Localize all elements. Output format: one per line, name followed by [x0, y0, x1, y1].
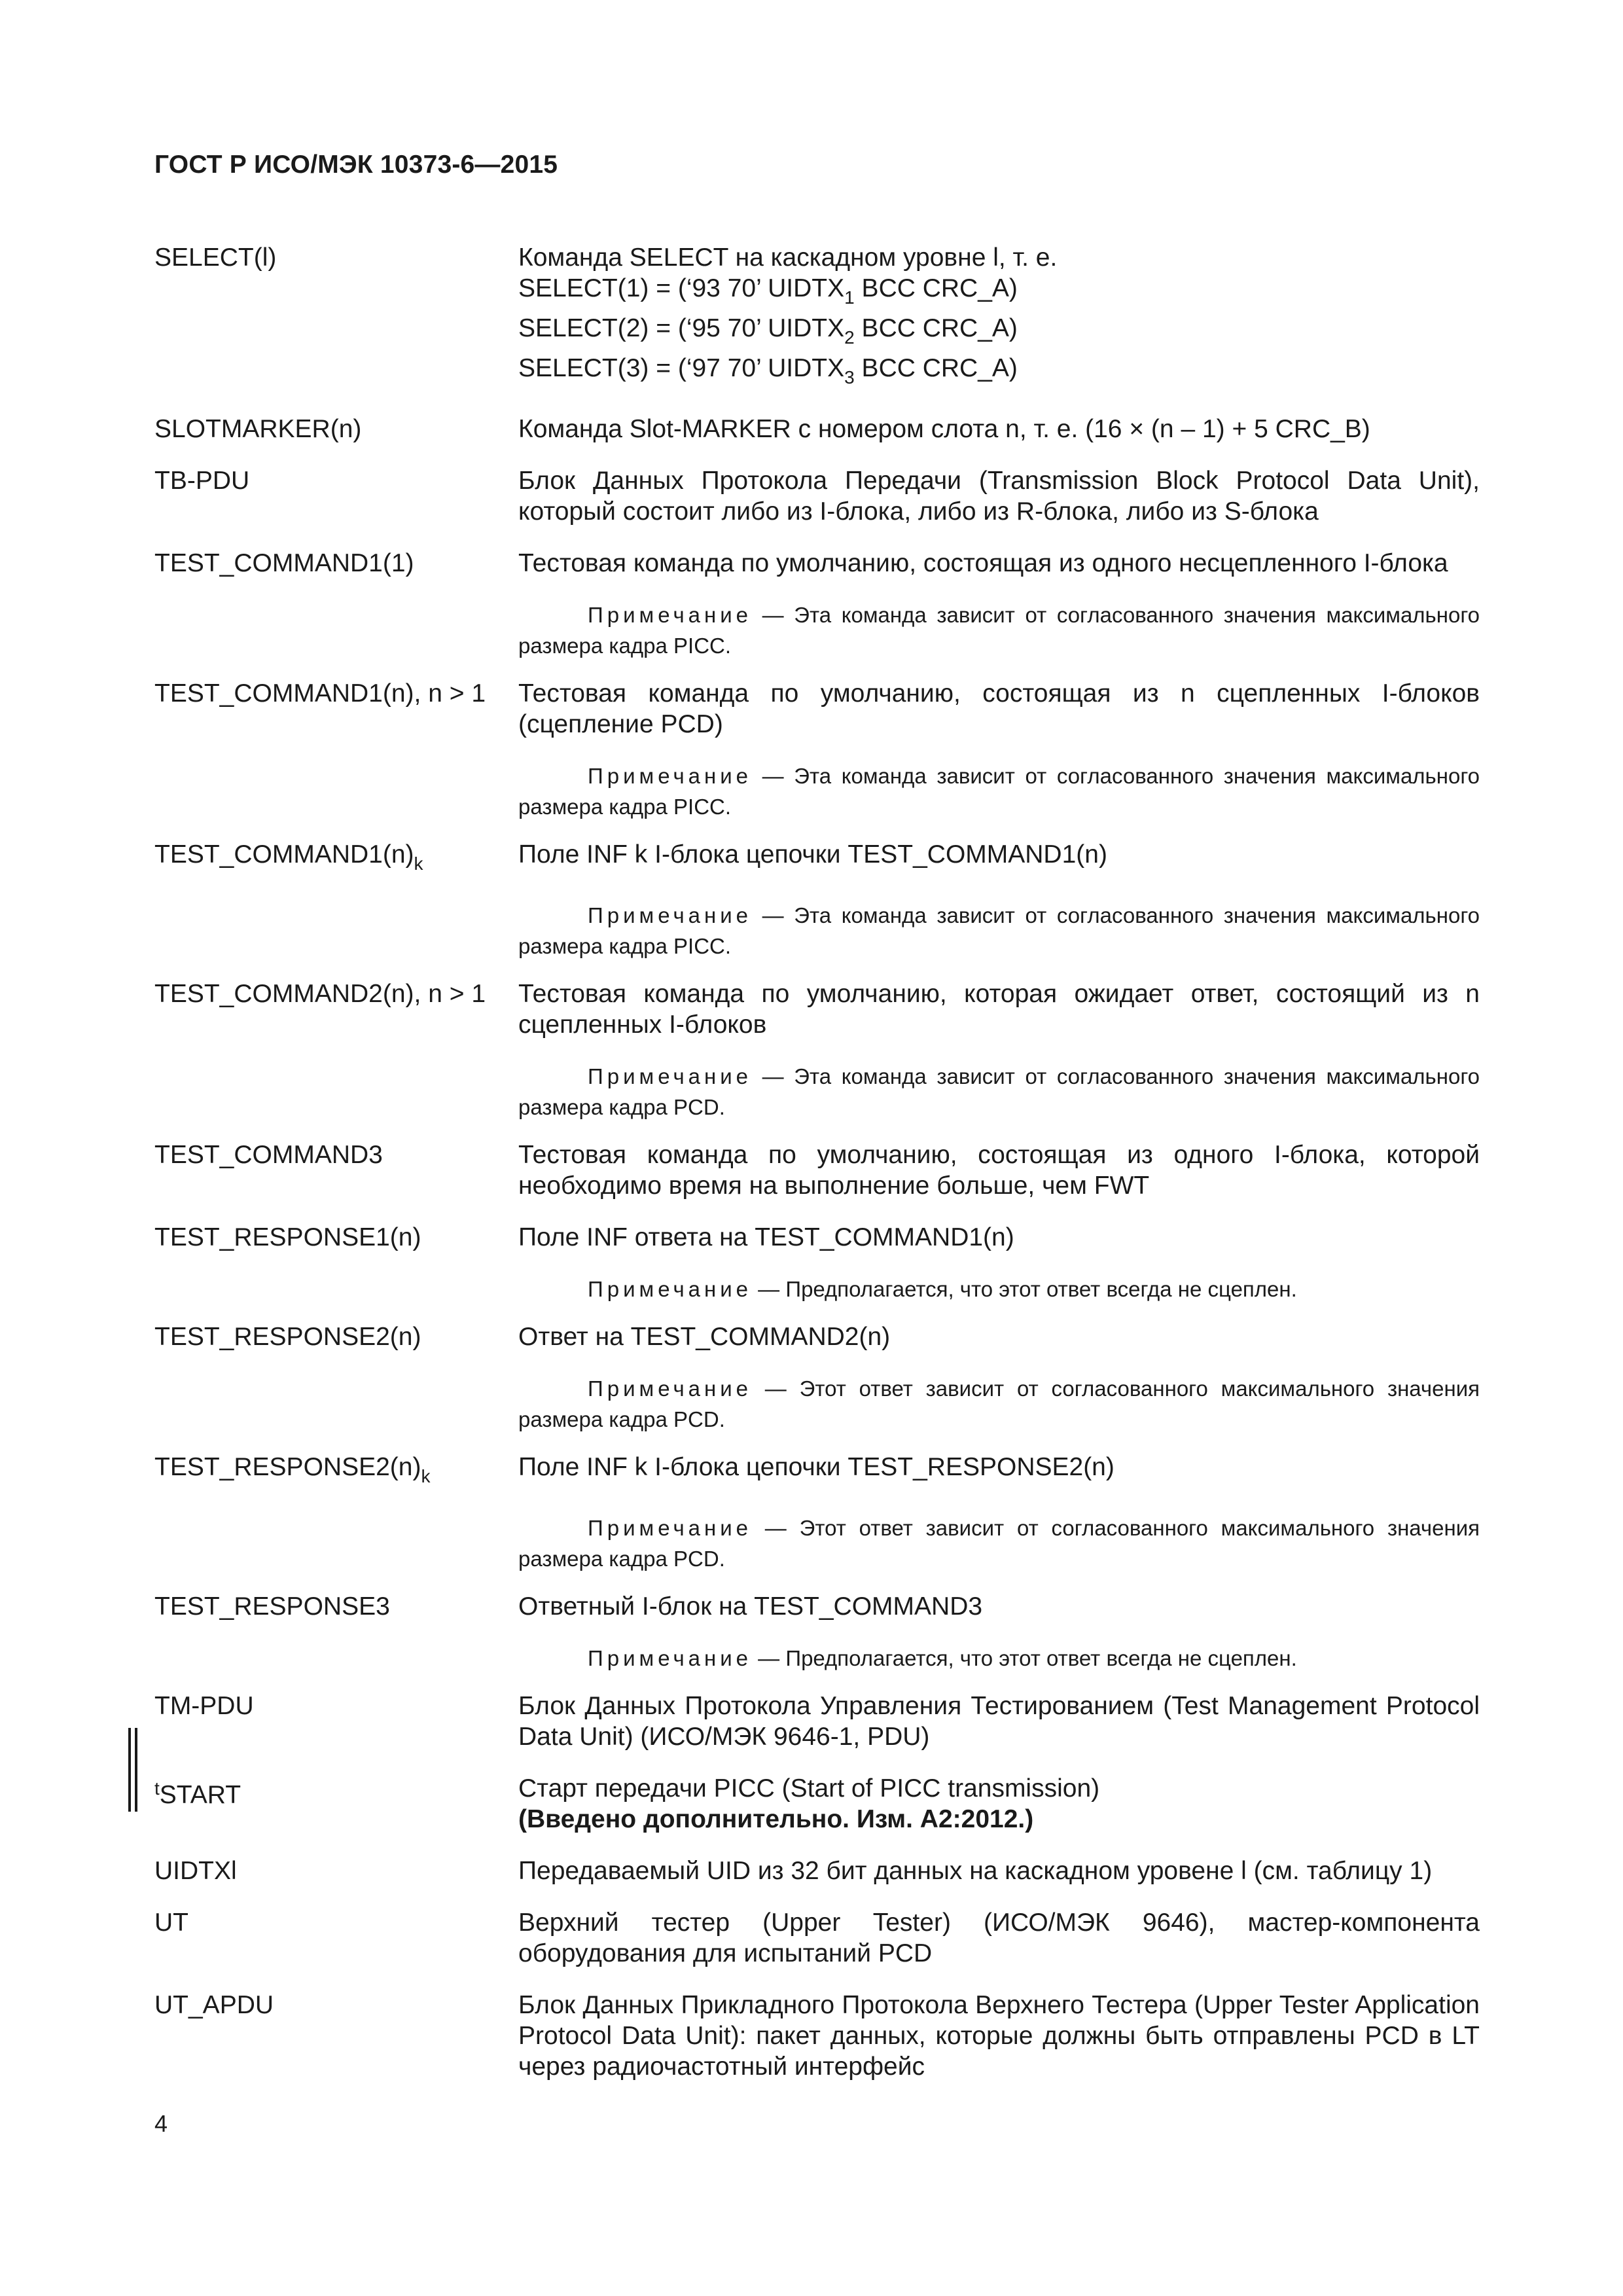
definition-test-response2-n	[154, 1321, 1480, 1352]
description: Тестовая команда по умолчанию, состоящая из n сцепленных I-блоков (сцепление PCD)	[518, 679, 1480, 738]
description: Блок Данных Прикладного Протокола Верхнего Тестера (Upper Tester Application Protocol Data Unit): пакет данных, которые должны быть отправлены PCD в LT через радиочастотный интерфейс	[518, 1991, 1480, 2081]
description: Тестовая команда по умолчанию, состоящая из одного I-блока, которой необходимо время на выполнение больше, чем FWT	[518, 1141, 1480, 1200]
note	[518, 1274, 1480, 1304]
term: UT	[154, 1909, 188, 1937]
note-text: — Эта команда зависит от согласованного значения максимального размера кадра PICC.	[518, 764, 1480, 819]
term: TEST_COMMAND1(n), n > 1	[154, 679, 486, 708]
description: Верхний тестер (Upper Tester) (ИСО/МЭК 9646), мастер-компонента оборудования для испытаний PCD	[518, 1909, 1480, 1967]
formula-line: SELECT(2) = (‘95 70’ $UIDTX_2$ BCC CRC_A)	[518, 314, 1018, 348]
definition-test-command1-n	[154, 678, 1480, 740]
note-text: — Предполагается, что этот ответ всегда не сцеплен.	[752, 1646, 1297, 1670]
term: TB-PDU	[154, 467, 250, 495]
description	[518, 242, 1480, 393]
description: Блок Данных Протокола Передачи (Transmission Block Protocol Data Unit), который состоит либо из I-блока, либо из R-блока, либо из S-блока	[518, 467, 1480, 526]
description: Тестовая команда по умолчанию, которая ожидает ответ, состоящий из n сцепленных I-блоков	[518, 980, 1480, 1039]
term: TEST_COMMAND2(n), n > 1	[154, 980, 486, 1008]
term: $^t$START	[154, 1778, 241, 1809]
description: Поле INF k I-блока цепочки TEST_RESPONSE2(n)	[518, 1453, 1115, 1481]
definition-ut-apdu	[154, 1990, 1480, 2082]
description: Тестовая команда по умолчанию, состоящая из одного несцепленного I-блока	[518, 549, 1448, 577]
description: Поле INF k I-блока цепочки TEST_COMMAND1(n)	[518, 840, 1107, 869]
note	[518, 1513, 1480, 1574]
note-text: — Эта команда зависит от согласованного значения максимального размера кадра PICC.	[518, 603, 1480, 658]
note-label: Примечание	[588, 903, 753, 927]
amendment-note: (Введено дополнительно. Изм. А2:2012.)	[518, 1805, 1034, 1833]
note-text: — Этот ответ зависит от согласованного максимального значения размера кадра PCD.	[518, 1516, 1480, 1571]
note-label: Примечание	[588, 1646, 753, 1670]
term: UT_APDU	[154, 1991, 274, 2019]
definition-test-response1-n	[154, 1222, 1480, 1253]
term: SLOTMARKER(n)	[154, 415, 362, 443]
note	[518, 761, 1480, 822]
definition-test-command1-nk	[154, 839, 1480, 879]
note-text: — Эта команда зависит от согласованного значения максимального размера кадра PCD.	[518, 1064, 1480, 1119]
description-line: Старт передачи PICC (Start of PICC transmission)	[518, 1774, 1100, 1803]
amendment-bar	[135, 1728, 137, 1812]
definition-select	[154, 242, 1480, 393]
definition-uidtxl	[154, 1856, 1480, 1886]
definition-test-command2-n	[154, 978, 1480, 1040]
definition-tm-pdu	[154, 1691, 1480, 1752]
note-label: Примечание	[588, 1516, 753, 1540]
term: TEST_RESPONSE2(n)	[154, 1323, 421, 1351]
description: Ответ на TEST_COMMAND2(n)	[518, 1323, 891, 1351]
definition-ut	[154, 1907, 1480, 1969]
term: $TEST\_COMMAND1(n)_k$	[154, 840, 423, 874]
definition-test-command1-1	[154, 548, 1480, 579]
definition-slotmarker	[154, 414, 1480, 444]
note	[518, 600, 1480, 661]
description: Команда Slot-MARKER с номером слота n, т. е. (16 × (n – 1) + 5 CRC_B)	[518, 415, 1370, 443]
note	[518, 1373, 1480, 1435]
definition-test-response2-nk	[154, 1452, 1480, 1492]
note-label: Примечание	[588, 1376, 753, 1401]
amendment-bar	[128, 1728, 131, 1812]
note-label: Примечание	[588, 764, 753, 788]
document-header: ГОСТ Р ИСО/МЭК 10373-6—2015	[154, 151, 558, 179]
description: Поле INF ответа на TEST_COMMAND1(n)	[518, 1223, 1014, 1251]
definition-tstart	[154, 1773, 1480, 1835]
description-line: Команда SELECT на каскадном уровне l, т. е.	[518, 243, 1058, 272]
note	[518, 1061, 1480, 1122]
note-label: Примечание	[588, 1064, 753, 1088]
term: TEST_COMMAND3	[154, 1141, 383, 1169]
formula-line: SELECT(3) = (‘97 70’ $UIDTX_3$ BCC CRC_A)	[518, 354, 1018, 387]
term: TM-PDU	[154, 1692, 254, 1720]
definition-tb-pdu	[154, 465, 1480, 527]
description: Передаваемый UID из 32 бит данных на каскадном уровене l (см. таблицу 1)	[518, 1857, 1433, 1885]
definitions-list	[154, 242, 1480, 2103]
formula-line: SELECT(1) = (‘93 70’ $UIDTX_1$ BCC CRC_A)	[518, 274, 1018, 308]
note-text: — Предполагается, что этот ответ всегда не сцеплен.	[752, 1277, 1297, 1301]
term: TEST_RESPONSE1(n)	[154, 1223, 421, 1251]
description: Блок Данных Протокола Управления Тестированием (Test Management Protocol Data Unit) (ИСО/МЭК 9646-1, PDU)	[518, 1692, 1480, 1751]
note-label: Примечание	[588, 1277, 753, 1301]
page-number: 4	[154, 2110, 168, 2137]
note	[518, 1643, 1480, 1674]
definition-test-response3	[154, 1591, 1480, 1622]
term: UIDTXl	[154, 1857, 237, 1885]
definition-test-command3	[154, 1139, 1480, 1201]
term: $TEST\_RESPONSE2(n)_k$	[154, 1453, 431, 1486]
note-label: Примечание	[588, 603, 753, 627]
term: TEST_RESPONSE3	[154, 1592, 390, 1621]
note-text: — Этот ответ зависит от согласованного максимального значения размера кадра PCD.	[518, 1376, 1480, 1431]
note	[518, 900, 1480, 961]
note-text: — Эта команда зависит от согласованного значения максимального размера кадра PICC.	[518, 903, 1480, 958]
description	[518, 1773, 1480, 1835]
description: Ответный I-блок на TEST_COMMAND3	[518, 1592, 983, 1621]
term: SELECT(l)	[154, 243, 277, 272]
term: TEST_COMMAND1(1)	[154, 549, 414, 577]
